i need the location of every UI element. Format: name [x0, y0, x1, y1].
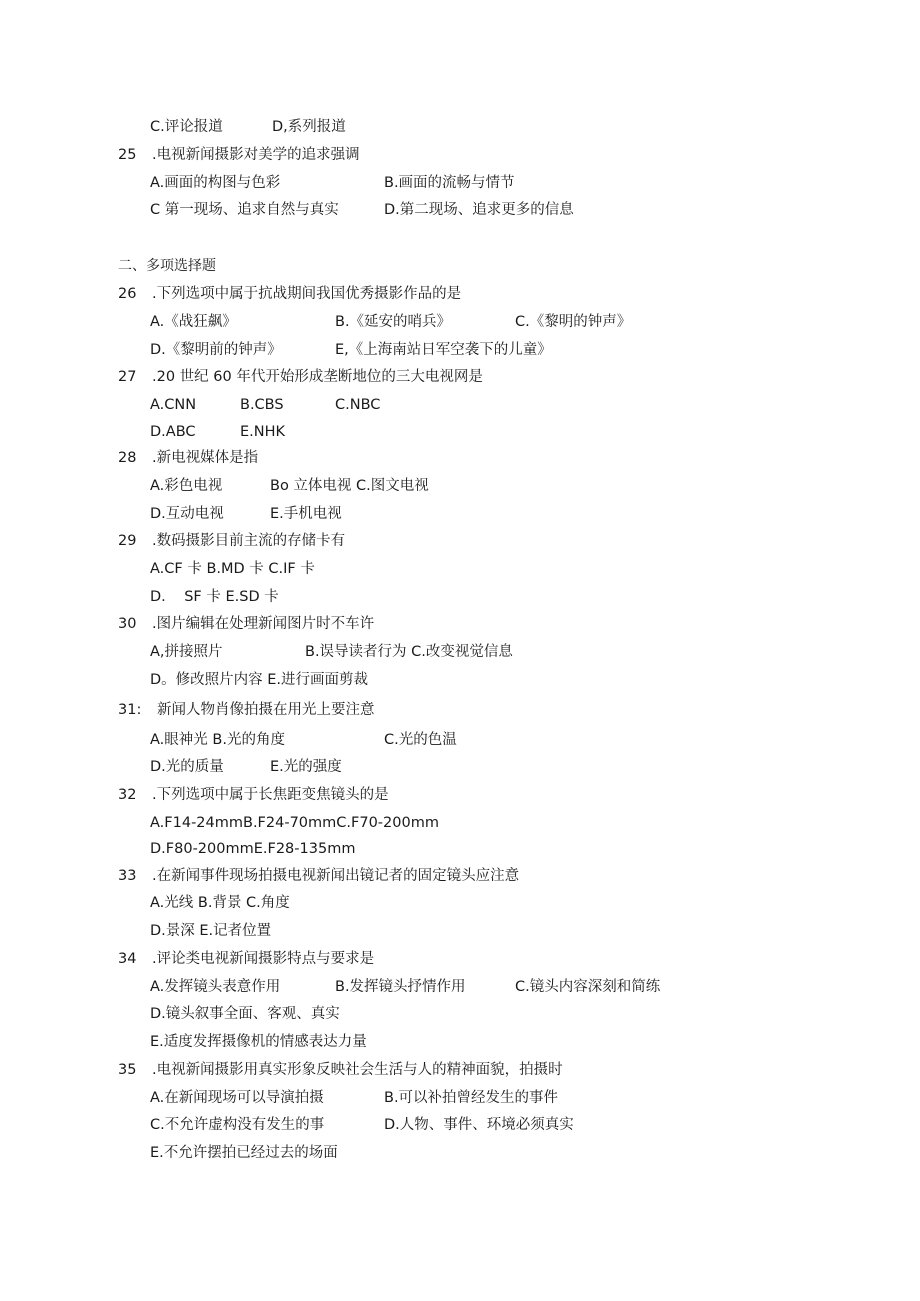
- option-b: B.画面的流畅与情节: [384, 175, 515, 191]
- question-stem: .评论类电视新闻摄影特点与要求是: [152, 951, 375, 967]
- option-d-e: D.F80-200mmE.F28-135mm: [150, 841, 356, 857]
- option-b: B.《延安的哨兵》: [335, 314, 452, 330]
- option-a: A.《战狂飙》: [150, 314, 237, 330]
- option-a-b: A.眼神光 B.光的角度: [150, 732, 285, 748]
- question-stem: .20 世纪 60 年代开始形成垄断地位的三大电视网是: [152, 369, 483, 385]
- question-number: 26: [118, 286, 137, 302]
- option-a: A.CNN: [150, 397, 197, 413]
- option-d: D.互动电视: [150, 506, 224, 522]
- option-d: D.ABC: [150, 424, 196, 440]
- question-number: 35: [118, 1062, 137, 1078]
- option-c: C 第一现场、追求自然与真实: [150, 202, 339, 218]
- option-d-e: D。修改照片内容 E.进行画面剪裁: [150, 672, 369, 688]
- section-title: 二、多项选择题: [118, 258, 216, 274]
- question-number: 25: [118, 147, 137, 163]
- option-b: B.CBS: [240, 397, 284, 413]
- option-a: A.在新闻现场可以导演拍摄: [150, 1090, 324, 1106]
- option-e: E.光的强度: [270, 759, 342, 775]
- option-a: A,拼接照片: [150, 644, 223, 660]
- question-number: 28: [118, 450, 137, 466]
- option-e: E.NHK: [240, 424, 286, 440]
- option-d: D,系列报道: [272, 119, 346, 135]
- option-d: D.镜头叙事全面、客观、真实: [150, 1006, 340, 1022]
- option-b-c: B.误导读者行为 C.改变视觉信息: [305, 644, 513, 660]
- option-c: C.《黎明的钟声》: [515, 314, 632, 330]
- question-stem: .下列选项中属于长焦距变焦镜头的是: [152, 787, 389, 803]
- option-d-e: D.景深 E.记者位置: [150, 923, 272, 939]
- question-number: 27: [118, 369, 137, 385]
- option-a-c: A.F14-24mmB.F24-70mmC.F70-200mm: [150, 815, 439, 831]
- option-a: A.画面的构图与色彩: [150, 175, 281, 191]
- option-e: E,《上海南站日军空袭下的儿童》: [335, 342, 552, 358]
- option-e: E.适度发挥摄像机的情感表达力量: [150, 1034, 367, 1050]
- option-b: B.可以补拍曾经发生的事件: [384, 1090, 559, 1106]
- option-a-c: A.CF 卡 B.MD 卡 C.IF 卡: [150, 561, 315, 577]
- question-number: 29: [118, 533, 137, 549]
- question-stem: .新电视媒体是指: [152, 450, 259, 466]
- option-d: D.人物、事件、环境必须真实: [384, 1117, 574, 1133]
- option-d-e: D. SF 卡 E.SD 卡: [150, 589, 279, 605]
- option-a: A.发挥镜头表意作用: [150, 979, 281, 995]
- option-c: C.镜头内容深刻和简练: [515, 979, 661, 995]
- question-stem: .图片编辑在处理新闻图片时不车许: [152, 616, 375, 632]
- option-d: D.光的质量: [150, 759, 224, 775]
- question-number: 33: [118, 868, 137, 884]
- question-stem: 新闻人物肖像拍摄在用光上要注意: [157, 702, 375, 718]
- option-a: A.彩色电视: [150, 478, 223, 494]
- question-stem: .电视新闻摄影对美学的追求强调: [152, 147, 360, 163]
- option-b-c: Bo 立体电视 C.图文电视: [270, 478, 429, 494]
- option-e: E.手机电视: [270, 506, 342, 522]
- question-stem: .数码摄影目前主流的存储卡有: [152, 533, 346, 549]
- option-e: E.不允许摆拍已经过去的场面: [150, 1145, 338, 1161]
- question-stem: .电视新闻摄影用真实形象反映社会生活与人的精神面貌，拍摄时: [152, 1062, 563, 1078]
- question-number: 34: [118, 951, 137, 967]
- question-stem: .下列选项中属于抗战期间我国优秀摄影作品的是: [152, 286, 462, 302]
- option-b: B.发挥镜头抒情作用: [335, 979, 466, 995]
- question-stem: .在新闻事件现场拍摄电视新闻出镜记者的固定镜头应注意: [152, 868, 520, 884]
- option-d: D.第二现场、追求更多的信息: [384, 202, 574, 218]
- question-number: 31:: [118, 702, 142, 718]
- option-d: D.《黎明前的钟声》: [150, 342, 282, 358]
- question-number: 30: [118, 616, 137, 632]
- option-a-c: A.光线 B.背景 C.角度: [150, 895, 290, 911]
- option-c: C.光的色温: [384, 732, 457, 748]
- question-number: 32: [118, 787, 137, 803]
- option-c: C.不允许虚构没有发生的事: [150, 1117, 325, 1133]
- option-c: C.评论报道: [150, 119, 223, 135]
- option-c: C.NBC: [335, 397, 381, 413]
